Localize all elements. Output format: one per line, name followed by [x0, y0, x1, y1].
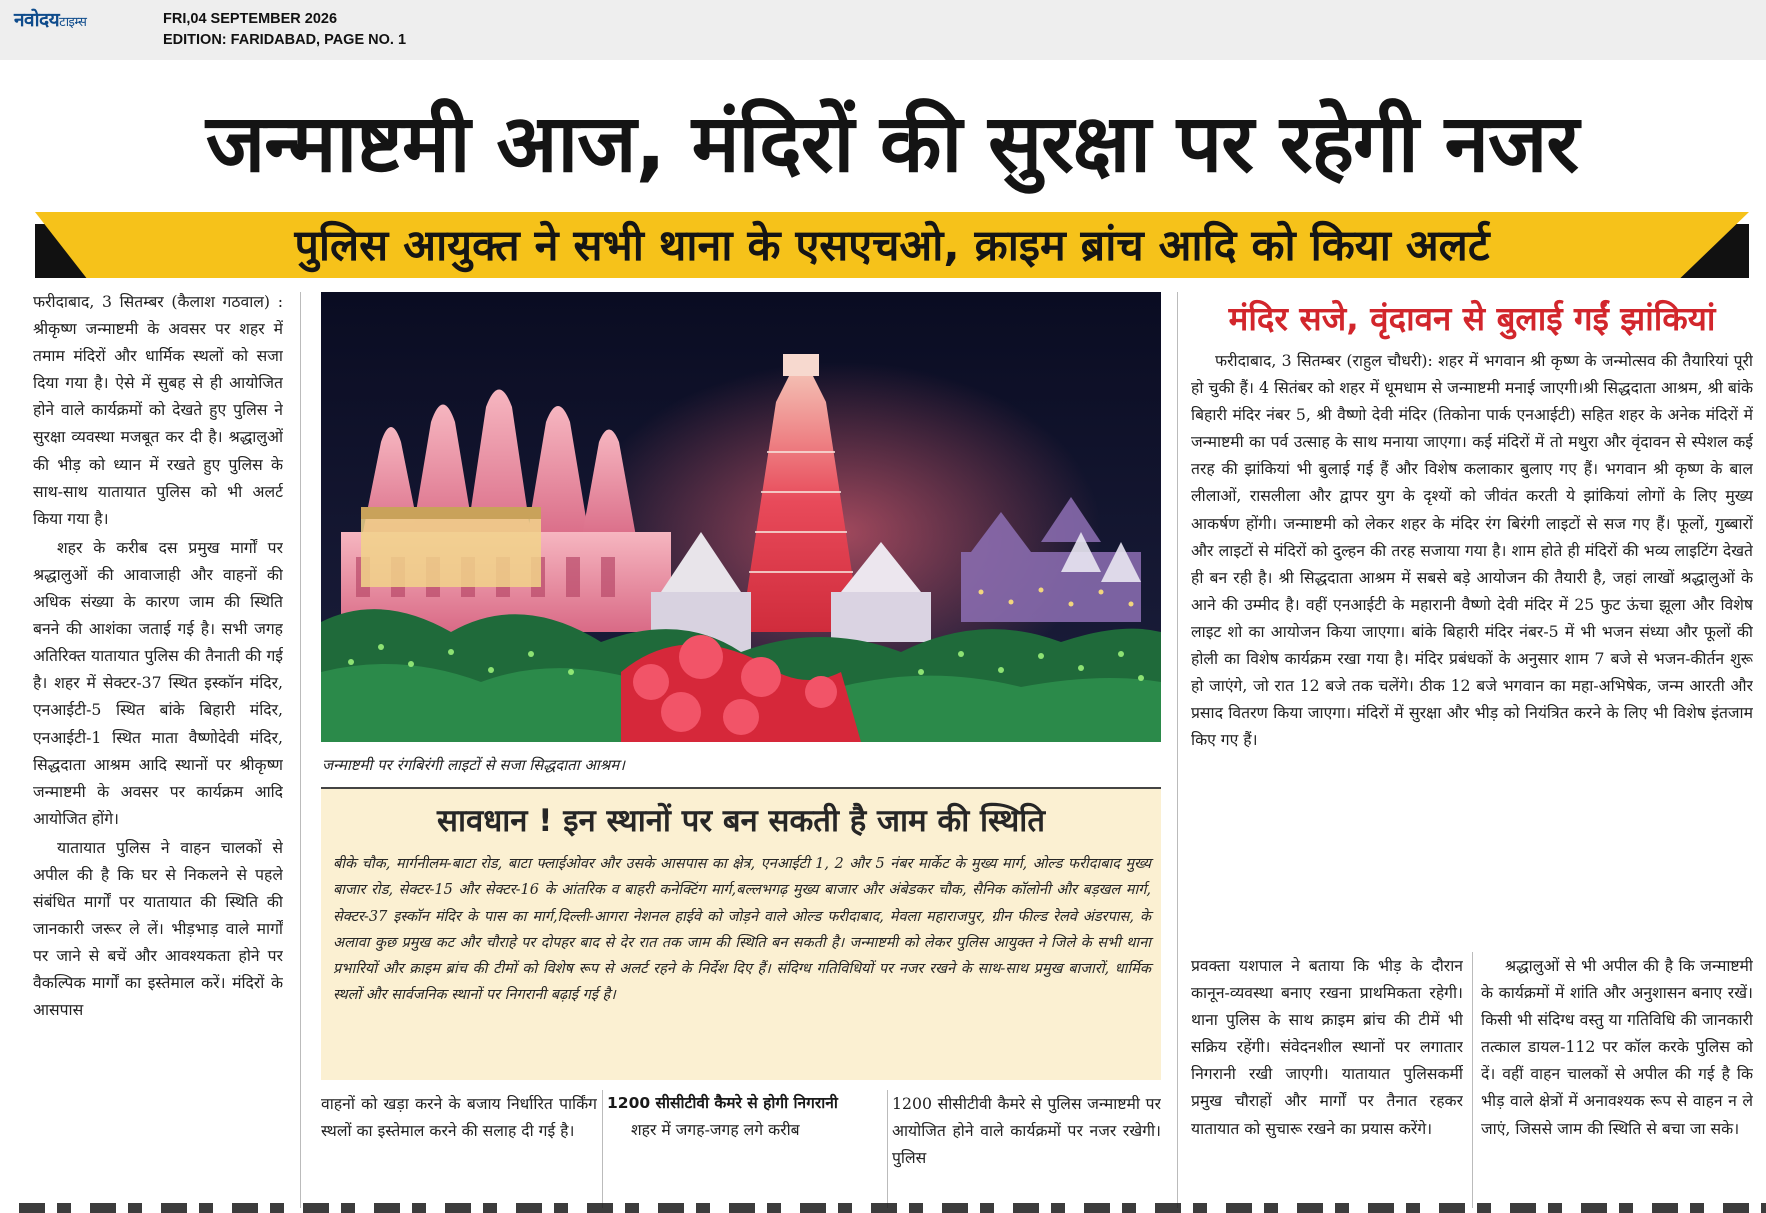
article-paragraph: श्रद्धालुओं से भी अपील की है कि जन्माष्टमी के कार्यक्रमों में शांति और अनुशासन बनाए रखें। किसी भी संदिग्ध वस्तु या गतिविधि की जानकारी तत्काल डायल-112 पर कॉल करके पुलिस को दें। वहीं वाहन चालकों से अपील की गई है कि भीड़ वाले क्षेत्रों में अनावश्यक रूप से वाहन न ले जाएं, जिससे जाम की स्थिति से बचा जा सके। — [1481, 956, 1753, 1138]
edition-date: FRI,04 SEPTEMBER 2026 — [163, 11, 338, 27]
subheadline: पुलिस आयुक्त ने सभी थाना के एसएचओ, क्राइम ब्रांच आदि को किया अलर्ट — [294, 221, 1490, 271]
column-divider — [1177, 292, 1178, 1208]
article-paragraph: शहर के करीब दस प्रमुख मार्गों पर श्रद्धालुओं की आवाजाही और वाहनों की अधिक संख्या के कारण जाम की स्थिति बनने की आशंका जताई गई है। सभी जगह अतिरिक्त यातायात पुलिस की तैनाती की गई है। शहर में सेक्टर-37 स्थित इस्कॉन मंदिर, एनआईटी-5 स्थित बांके बिहारी मंदिर, एनआईटी-1 स्थित माता वैष्णोदेवी मंदिर, सिद्धदाता आश्रम आदि स्थानों पर श्रीकृष्ण जन्माष्टमी के अवसर पर कार्यक्रम आदि आयोजित होंगे। — [33, 537, 283, 828]
edition-page: EDITION: FARIDABAD, PAGE NO. 1 — [163, 32, 407, 48]
temple-illustration — [321, 292, 1161, 742]
edition-info — [163, 9, 406, 51]
article-paragraph: 1200 सीसीटीवी कैमरे से पुलिस जन्माष्टमी पर आयोजित होने वाले कार्यक्रमों पर नजर रखेगी। पुलिस — [892, 1094, 1161, 1168]
logo-sub-text: टाइम्स — [59, 15, 87, 30]
article-paragraph: फरीदाबाद, 3 सितम्बर (कैलाश गठवाल) : श्रीकृष्ण जन्माष्टमी के अवसर पर शहर में तमाम मंदिरों और धार्मिक स्थलों को सजा दिया गया है। ऐसे में सुबह से ही आयोजित होने वाले कार्यक्रमों को देखते हुए पुलिस ने सुरक्षा व्यवस्था मजबूत कर दी है। श्रद्धालुओं की भीड़ को ध्यान में रखते हुए पुलिस के साथ-साथ यातायात पुलिस को भी अलर्ट किया गया है। — [33, 292, 283, 528]
article-paragraph: यातायात पुलिस ने वाहन चालकों से अपील की है कि घर से निकलने से पहले संबंधित मार्गों पर यातायात की स्थिति की जानकारी जरूर ले लें। भीड़भाड़ वाले मार्गों पर जाने से बचें और आवश्यकता होने पर वैकल्पिक मार्गों का इस्तेमाल करें। मंदिरों के आसपास — [33, 837, 283, 1020]
column-divider — [300, 292, 301, 1208]
side-article-headline: मंदिर सजे, वृंदावन से बुलाई गईं झांकियां — [1228, 299, 1716, 338]
article-bottom-column-2 — [607, 1090, 883, 1210]
article-paragraph: प्रवक्ता यशपाल ने बताया कि भीड़ के दौरान कानून-व्यवस्था बनाए रखना प्राथमिकता रहेगी। थाना पुलिस के साथ क्राइम ब्रांच की टीमें भी सक्रिय रहेंगी। संवेदनशील स्थानों पर लगातार निगरानी रखी जाएगी। यातायात पुलिसकर्मी प्रमुख चौराहों और मार्गों पर तैनात रहकर यातायात को सुचारू रखने का प्रयास करेंगे। — [1191, 956, 1463, 1138]
column-divider — [602, 1090, 603, 1208]
article-paragraph: शहर में जगह-जगह लगे करीब — [631, 1120, 800, 1139]
viewer-top-bar — [0, 0, 1766, 60]
side-article-column-1 — [1191, 952, 1463, 1210]
caution-body: बीके चौक, मार्गनीलम-बाटा रोड, बाटा फ्लाईओवर और उसके आसपास का क्षेत्र, एनआईटी 1, 2 और 5 नंबर मार्केट के मुख्य मार्ग, ओल्ड फरीदाबाद मुख्य बाजार रोड, सेक्टर-15 और सेक्टर-16 के आंतरिक व बाहरी कनेक्टिंग मार्ग,बल्लभगढ़ मुख्य बाजार और अंबेडकर चौक, सैनिक कॉलोनी और बड़खल मार्ग, सेक्टर-37 इस्कॉन मंदिर के पास का मार्ग,दिल्ली-आगरा नेशनल हाईवे को जोड़ने वाले ओल्ड फरीदाबाद, मेवला महाराजपुर, ग्रीन फील्ड रेलवे अंडरपास, के अलावा कुछ प्रमुख कट और चौराहे पर दोपहर बाद से देर रात तक जाम की स्थिति बन सकती है। जन्माष्टमी को लेकर पुलिस आयुक्त ने जिले के सभी थाना प्रभारियों और क्राइम ब्रांच की टीमों को विशेष रूप से अलर्ट रहने के निर्देश दिए हैं। संदिग्ध गतिविधियों पर नजर रखने के साथ-साथ प्रमुख बाजारों, धार्मिक स्थलों और सार्वजनिक स्थानों पर निगरानी बढ़ाई गई है। — [333, 856, 1151, 1004]
column-divider — [887, 1090, 888, 1208]
next-headline-cutoff — [19, 1203, 1766, 1213]
column-divider — [1472, 952, 1473, 1208]
article-left-column — [33, 288, 283, 1208]
subheadline-band — [35, 212, 1749, 278]
article-paragraph: वाहनों को खड़ा करने के बजाय निर्धारित पार्किंग स्थलों का इस्तेमाल करने की सलाह दी गई है। — [321, 1094, 597, 1141]
side-article-column-2 — [1481, 952, 1753, 1210]
caution-box — [321, 787, 1161, 1080]
newspaper-logo[interactable] — [14, 6, 86, 32]
cctv-subheading: 1200 सीसीटीवी कैमरे से होगी निगरानी — [607, 1094, 838, 1112]
logo-main-text: नवोदय — [14, 9, 60, 31]
main-headline: जन्माष्टमी आज, मंदिरों की सुरक्षा पर रहेगी नजर — [205, 97, 1579, 190]
temple-photo[interactable] — [321, 292, 1161, 742]
article-bottom-column-1 — [321, 1090, 597, 1210]
newspaper-page — [19, 60, 1766, 1213]
photo-caption: जन्माष्टमी पर रंगबिरंगी लाइटों से सजा सिद्धदाता आश्रम। — [322, 756, 625, 774]
side-article-body — [1191, 347, 1753, 963]
caution-title: सावधान ! इन स्थानों पर बन सकती है जाम की स्थिति — [436, 803, 1046, 839]
article-bottom-column-3 — [892, 1090, 1161, 1210]
article-paragraph: फरीदाबाद, 3 सितम्बर (राहुल चौधरी): शहर में भगवान श्री कृष्ण के जन्मोत्सव की तैयारियां पूरी हो चुकी हैं। 4 सितंबर को शहर में धूमधाम से जन्माष्टमी मनाई जाएगी।श्री सिद्धदाता आश्रम, श्री बांके बिहारी मंदिर नंबर 5, श्री वैष्णो देवी मंदिर (तिकोना पार्क एनआईटी) सहित शहर के अनेक मंदिरों में जन्माष्टमी का पर्व उत्साह के साथ मनाया जाएगा। कई मंदिरों में तो मथुरा और वृंदावन से स्पेशल कई तरह की झांकियां भी बुलाई गई हैं और विशेष कलाकार बुलाए गए हैं। भगवान श्री कृष्ण के बाल लीलाओं, रासलीला और द्वापर युग के दृश्यों को जीवंत करती ये झांकियां लोगों के लिए मुख्य आकर्षण होंगी। जन्माष्टमी को लेकर शहर के मंदिर रंग बिरंगी लाइटों से सज गए हैं। फूलों, गुब्बारों और लाइटों से मंदिरों को दुल्हन की तरह सजाया गया है। शाम होते ही मंदिरों की भव्य लाइटिंग देखते ही बन रही है। श्री सिद्धदाता आश्रम में सबसे बड़े आयोजन की तैयारी है, जहां लाखों श्रद्धालुओं के आने की उम्मीद है। वहीं एनआईटी के महारानी वैष्णो देवी मंदिर में 25 फुट ऊंचा झूला और विशेष लाइट शो का आयोजन किया जाएगा। बांके बिहारी मंदिर नंबर-5 में भी भजन संध्या और फूलों की होली का विशेष कार्यक्रम रखा गया है। मंदिर प्रबंधकों के अनुसार शाम 7 बजे से भजन-कीर्तन शुरू हो जाएंगे, जो रात 12 बजे तक चलेंगे। ठीक 12 बजे भगवान का महा-अभिषेक, जन्म आरती और प्रसाद वितरण किया जाएगा। मंदिरों में सुरक्षा और भीड़ को नियंत्रित करने के लिए भी विशेष इंतजाम किए गए हैं। — [1191, 351, 1753, 750]
